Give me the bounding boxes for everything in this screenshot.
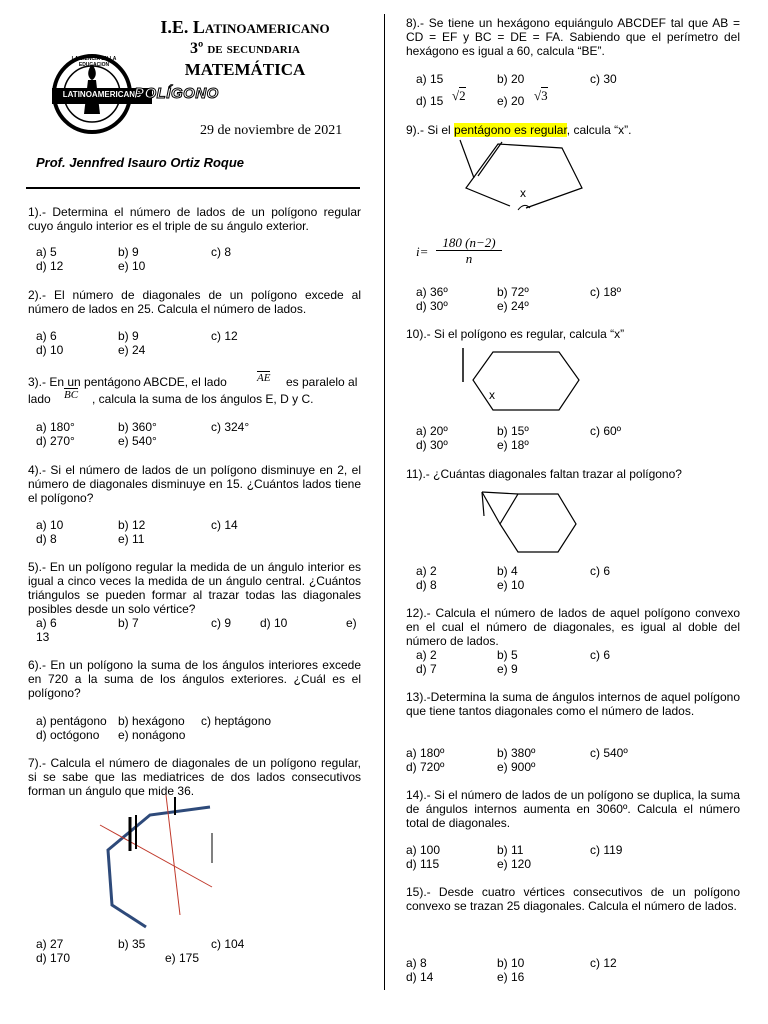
q5-option-d[interactable]: d) 10 [260, 616, 288, 630]
q12-option-e[interactable]: e) 9 [497, 662, 518, 676]
q9-option-b[interactable]: b) 72º [497, 285, 529, 299]
q8-option-d[interactable]: d) 15 [416, 94, 444, 108]
question-9 [406, 123, 631, 137]
q9-option-d[interactable]: d) 30º [416, 299, 448, 313]
q1-option-e[interactable]: e) 10 [118, 259, 146, 273]
q1-option-d[interactable]: d) 12 [36, 259, 64, 273]
q4-option-b[interactable]: b) 12 [118, 518, 146, 532]
q6-option-c[interactable]: c) heptágono [201, 714, 272, 728]
q3-text-3: lado [28, 392, 51, 406]
question-13: 13).-Determina la suma de ángulos internos de aquel polígono que tiene tantos diagonales como el número de lados. [406, 690, 740, 718]
topic-banner: POLÍGONO [134, 85, 219, 102]
q8-d-radicand: 2 [459, 88, 466, 103]
column-divider [384, 14, 385, 990]
question-12: 12).- Calcula el número de lados de aquel polígono convexo en el cual el número de diagonales, es igual al doble del número de lados. [406, 606, 740, 648]
q3-option-a[interactable]: a) 180° [36, 420, 75, 434]
q11-option-a[interactable]: a) 2 [416, 564, 437, 578]
q5-option-a[interactable]: a) 6 [36, 616, 57, 630]
q4-option-a[interactable]: a) 10 [36, 518, 64, 532]
formula-numerator: 180 (n−2) [436, 235, 502, 251]
q10-option-c[interactable]: c) 60º [590, 424, 622, 438]
q11-option-e[interactable]: e) 10 [497, 578, 525, 592]
q12-option-d[interactable]: d) 7 [416, 662, 437, 676]
formula-fraction [436, 235, 502, 267]
q10-hexagon-figure [455, 348, 595, 418]
q7-figure [90, 775, 230, 935]
q4-option-e[interactable]: e) 11 [118, 532, 145, 546]
school-name: I.E. Latinoamericano [160, 17, 330, 37]
q2-option-a[interactable]: a) 6 [36, 329, 57, 343]
logo-ring-text: LA CIENCIA EN LA EDUCACION [71, 56, 117, 68]
grade-label: 3º de secundaria [190, 40, 300, 57]
date-label: 29 de noviembre de 2021 [200, 123, 343, 138]
q5-option-e[interactable]: e) [346, 616, 357, 630]
q3-text-2: es paralelo al [286, 375, 358, 389]
q9-option-e[interactable]: e) 24º [497, 299, 529, 313]
q14-option-d[interactable]: d) 115 [406, 857, 440, 871]
q14-option-c[interactable]: c) 119 [590, 843, 623, 857]
q7-option-c[interactable]: c) 104 [211, 937, 245, 951]
q12-option-a[interactable]: a) 2 [416, 648, 437, 662]
q9-text-1: 9).- Si el [406, 123, 455, 137]
q15-option-a[interactable]: a) 8 [406, 956, 427, 970]
question-14: 14).- Si el número de lados de un polígono se duplica, la suma de ángulos internos aumenta en 3060º. Calcula el número total de diagonales. [406, 788, 740, 830]
q12-option-b[interactable]: b) 5 [497, 648, 518, 662]
q1-option-a[interactable]: a) 5 [36, 245, 57, 259]
q15-option-b[interactable]: b) 10 [497, 956, 525, 970]
question-2: 2).- El número de diagonales de un polígono excede al número de lados en 25. Calcula el número de lados. [28, 288, 361, 316]
q15-option-e[interactable]: e) 16 [497, 970, 525, 984]
q8-option-b[interactable]: b) 20 [497, 72, 525, 86]
q9-text-2: , calcula “x”. [566, 123, 632, 137]
q8-option-e[interactable]: e) 20 [497, 94, 525, 108]
q3-option-c[interactable]: c) 324° [211, 420, 250, 434]
q9-option-a[interactable]: a) 36º [416, 285, 448, 299]
q6-option-e[interactable]: e) nonágono [118, 728, 186, 742]
question-1: 1).- Determina el número de lados de un polígono regular cuyo ángulo interior es el triple de su ángulo exterior. [28, 205, 361, 233]
q10-option-b[interactable]: b) 15º [497, 424, 529, 438]
q8-option-a[interactable]: a) 15 [416, 72, 444, 86]
question-7: 7).- Calcula el número de diagonales de un polígono regular, si se sabe que las mediatrices de dos lados consecutivos forman un ángulo que mide 36. [28, 756, 361, 798]
q4-option-c[interactable]: c) 14 [211, 518, 238, 532]
q8-option-d-radical: √2 [452, 88, 466, 103]
subject-title: MATEMÁTICA [184, 60, 306, 79]
q11-option-b[interactable]: b) 4 [497, 564, 518, 578]
q13-option-c[interactable]: c) 540º [590, 746, 628, 760]
q1-option-c[interactable]: c) 8 [211, 245, 232, 259]
question-3-line1 [28, 375, 227, 389]
q3-option-d[interactable]: d) 270° [36, 434, 75, 448]
formula-denominator: n [465, 251, 473, 266]
q11-hexagon-figure [472, 488, 592, 558]
q2-option-c[interactable]: c) 12 [211, 329, 238, 343]
q10-x-label: x [489, 388, 495, 402]
segment-bc: BC [64, 389, 79, 401]
q6-option-a[interactable]: a) pentágono [36, 714, 107, 728]
q2-option-e[interactable]: e) 24 [118, 343, 146, 357]
q13-option-d[interactable]: d) 720º [406, 760, 445, 774]
header-divider [26, 187, 360, 189]
q14-option-e[interactable]: e) 120 [497, 857, 532, 871]
question-15: 15).- Desde cuatro vértices consecutivos de un polígono convexo se trazan 25 diagonales. Calcula el número de lados. [406, 885, 740, 913]
q3-option-b[interactable]: b) 360° [118, 420, 157, 434]
q5-option-c[interactable]: c) 9 [211, 616, 232, 630]
q9-option-c[interactable]: c) 18º [590, 285, 622, 299]
q10-option-e[interactable]: e) 18º [497, 438, 529, 452]
q8-option-c[interactable]: c) 30 [590, 72, 617, 86]
q3-option-e[interactable]: e) 540° [118, 434, 157, 448]
q9-x-label: x [520, 186, 526, 200]
question-4: 4).- Si el número de lados de un polígono disminuye en 2, el número de diagonales disminuye en 15. ¿Cuántos lados tiene el polígono? [28, 463, 361, 505]
q11-option-c[interactable]: c) 6 [590, 564, 611, 578]
q6-option-b[interactable]: b) hexágono [118, 714, 185, 728]
q8-option-e-radical: √3 [534, 88, 548, 103]
q5-option-b[interactable]: b) 7 [118, 616, 139, 630]
teacher-name: Prof. Jennfred Isauro Ortiz Roque [36, 155, 245, 170]
q9-highlight: pentágono es regular [454, 123, 567, 137]
q2-option-b[interactable]: b) 9 [118, 329, 139, 343]
q3-text-1: 3).- En un pentágono ABCDE, el lado [28, 375, 227, 389]
q11-option-d[interactable]: d) 8 [416, 578, 437, 592]
q13-option-e[interactable]: e) 900º [497, 760, 536, 774]
q8-e-radicand: 3 [541, 88, 548, 103]
q5-option-e-value: 13 [36, 630, 50, 644]
q10-option-a[interactable]: a) 20º [416, 424, 448, 438]
q1-option-b[interactable]: b) 9 [118, 245, 139, 259]
q15-option-c[interactable]: c) 12 [590, 956, 617, 970]
question-5: 5).- En un polígono regular la medida de un ángulo interior es igual a cinco veces la medida de un ángulo central. ¿Cuántos triángulos se pueden formar al trazar todas las diagonales posibles desde un solo vértice? [28, 560, 361, 616]
q4-option-d[interactable]: d) 8 [36, 532, 57, 546]
q7-option-e[interactable]: e) 175 [165, 951, 200, 965]
segment-ae: AE [257, 372, 271, 384]
q7-option-d[interactable]: d) 170 [36, 951, 71, 965]
formula-lhs: i= [416, 244, 429, 259]
question-10: 10).- Si el polígono es regular, calcula “x” [406, 327, 625, 341]
q13-option-b[interactable]: b) 380º [497, 746, 536, 760]
q2-option-d[interactable]: d) 10 [36, 343, 64, 357]
q15-option-d[interactable]: d) 14 [406, 970, 434, 984]
q13-option-a[interactable]: a) 180º [406, 746, 445, 760]
q9-pentagon-figure [450, 138, 590, 213]
q12-option-c[interactable]: c) 6 [590, 648, 611, 662]
q10-option-d[interactable]: d) 30º [416, 438, 448, 452]
q7-option-a[interactable]: a) 27 [36, 937, 64, 951]
question-6: 6).- En un polígono la suma de los ángulos interiores excede en 720 a la suma de los ángulos exteriores. ¿Cuál es el polígono? [28, 658, 361, 700]
q6-option-d[interactable]: d) octógono [36, 728, 100, 742]
q3-text-4: , calcula la suma de los ángulos E, D y C. [92, 392, 314, 406]
question-11: 11).- ¿Cuántas diagonales faltan trazar al polígono? [406, 467, 682, 481]
q7-option-b[interactable]: b) 35 [118, 937, 146, 951]
q14-option-b[interactable]: b) 11 [497, 843, 524, 857]
question-8: 8).- Se tiene un hexágono equiángulo ABCDEF tal que AB = CD = EF y BC = DE = FA. Sabiendo que el perímetro del hexágono es igual a 60, calcula “BE”. [406, 16, 740, 58]
logo-band-text: LATINOAMERICANO [62, 90, 142, 99]
q14-option-a[interactable]: a) 100 [406, 843, 441, 857]
